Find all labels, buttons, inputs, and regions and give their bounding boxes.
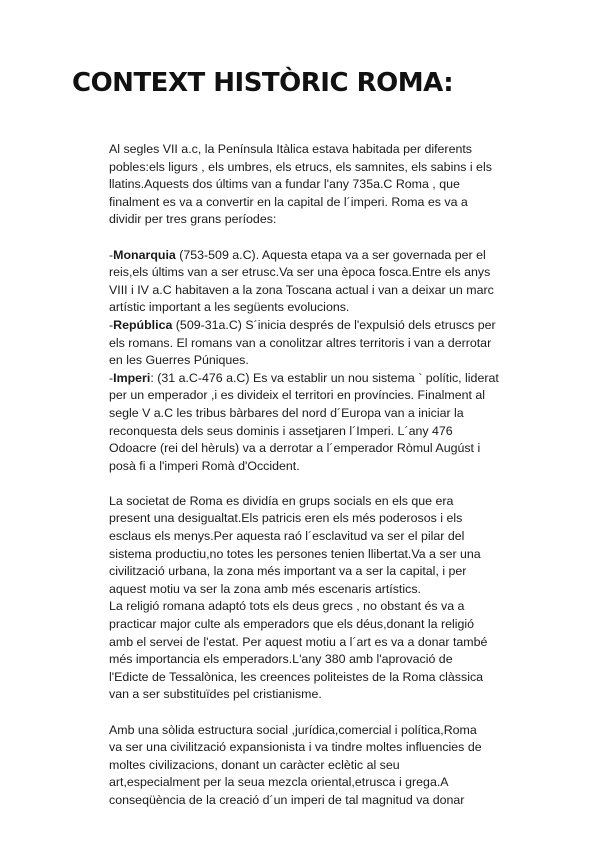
period-description: : (31 a.C-476 a.C) Es va establir un nou sistema ` polític, liderat bbox=[150, 370, 499, 385]
text-line: moltes civilizacions, donant un caràcter eclètic al seu bbox=[109, 757, 400, 772]
text-line: l'Edicte de Tessalònica, les creences politeistes de la Roma clàssica bbox=[109, 669, 484, 684]
text-line: llatins.Aquests dos últims van a fundar l'any 735a.C Roma , que bbox=[109, 177, 460, 192]
period-description: (509-31a.C) S´inicia després de l'expulsió dels etruscs per bbox=[172, 317, 496, 332]
text-line: civilització urbana, la zona més important va a ser la capital, i per bbox=[109, 564, 467, 579]
list-dash: - bbox=[109, 247, 114, 262]
document-body bbox=[109, 141, 524, 810]
text-line: Amb una sòlida estructura social ,jurídica,comercial i política,Roma bbox=[109, 722, 477, 737]
text-line: reconquesta dels seus dominis i assetjaren l´Imperi. L´any 476 bbox=[109, 423, 453, 438]
text-line: practicar major culte als emperadors que els déus,donant la religió bbox=[109, 617, 475, 632]
text-line: segle V a.C les tribus bàrbares del nord d´Europa van a iniciar la bbox=[109, 405, 464, 420]
paragraph bbox=[109, 493, 524, 704]
list-dash: - bbox=[109, 370, 114, 385]
text-line: més importancia els emperadors.L'any 380 amb l'aprovació de bbox=[109, 652, 453, 667]
text-line: VIII i IV a.C habitaven a la zona Toscana actual i van a deixar un marc bbox=[109, 282, 494, 297]
text-line: amb el servei de l'estat. Per aquest motiu a l´art es va a donar també bbox=[109, 634, 488, 649]
period-description: (753-509 a.C). Aquesta etapa va a ser governada per el bbox=[175, 247, 486, 262]
text-line: dividir per tres grans períodes: bbox=[109, 212, 277, 227]
paragraph bbox=[109, 247, 524, 476]
text-line: pobles:els ligurs , els umbres, els etrucs, els samnites, els sabins i els bbox=[109, 159, 492, 174]
period-name: Imperi bbox=[113, 370, 151, 385]
page-title: CONTEXT HISTÒRIC ROMA: bbox=[72, 68, 454, 98]
text-line: La societat de Roma es dividía en grups socials en els que era bbox=[109, 493, 454, 508]
period-name: Monarquia bbox=[113, 247, 176, 262]
text-line: en les Guerres Púniques. bbox=[109, 353, 249, 368]
text-line: artístic important a les següents evolucions. bbox=[109, 300, 350, 315]
text-line: finalment es va a convertir en la capital de l´imperi. Roma es va a bbox=[109, 194, 468, 209]
text-line: sistema productiu,no totes les persones tenien llibertat.Va a ser una bbox=[109, 546, 481, 561]
text-line: reis,els últims van a ser etrusc.Va ser una època fosca.Entre els anys bbox=[109, 265, 491, 280]
paragraph-gap bbox=[109, 229, 524, 247]
paragraph-gap bbox=[109, 704, 524, 722]
text-line: La religió romana adaptó tots els deus grecs , no obstant és va a bbox=[109, 599, 465, 614]
text-line: art,especialment per la seua mezcla oriental,etrusca i grega.A bbox=[109, 775, 449, 790]
text-line: present una desigualtat.Els patricis eren els més poderosos i els bbox=[109, 511, 463, 526]
text-line: Odoacre (rei del hèruls) va a derrotar a l´emperador Ròmul Augúst i bbox=[109, 441, 481, 456]
text-line: van a ser substituïdes pel cristianisme. bbox=[109, 687, 322, 702]
list-dash: - bbox=[109, 317, 114, 332]
text-line: posà fi a l'imperi Romà d'Occident. bbox=[109, 458, 300, 473]
text-line: els romans. El romans van a conolitzar altres territoris i van a derrotar bbox=[109, 335, 492, 350]
text-line: aquest motiu va ser la zona amb més escenaris artístics. bbox=[109, 581, 421, 596]
text-line: va ser una civilització expansionista i va tindre moltes influencies de bbox=[109, 740, 482, 755]
text-line: Al segles VII a.c, la Península Itàlica estava habitada per diferents bbox=[109, 142, 472, 156]
period-name: República bbox=[113, 317, 173, 332]
paragraph bbox=[109, 722, 524, 810]
paragraph bbox=[109, 141, 524, 229]
text-line: conseqüència de la creació d´un imperi de tal magnitud va donar bbox=[109, 792, 465, 807]
paragraph-gap bbox=[109, 475, 524, 493]
text-line: esclaus els menys.Per aquesta raó l´esclavitud va ser el pilar del bbox=[109, 529, 465, 544]
text-line bbox=[109, 317, 524, 335]
text-line: per un emperador ,i es divideix el territori en províncies. Finalment al bbox=[109, 388, 486, 403]
text-line bbox=[109, 247, 524, 265]
text-line bbox=[109, 370, 524, 388]
